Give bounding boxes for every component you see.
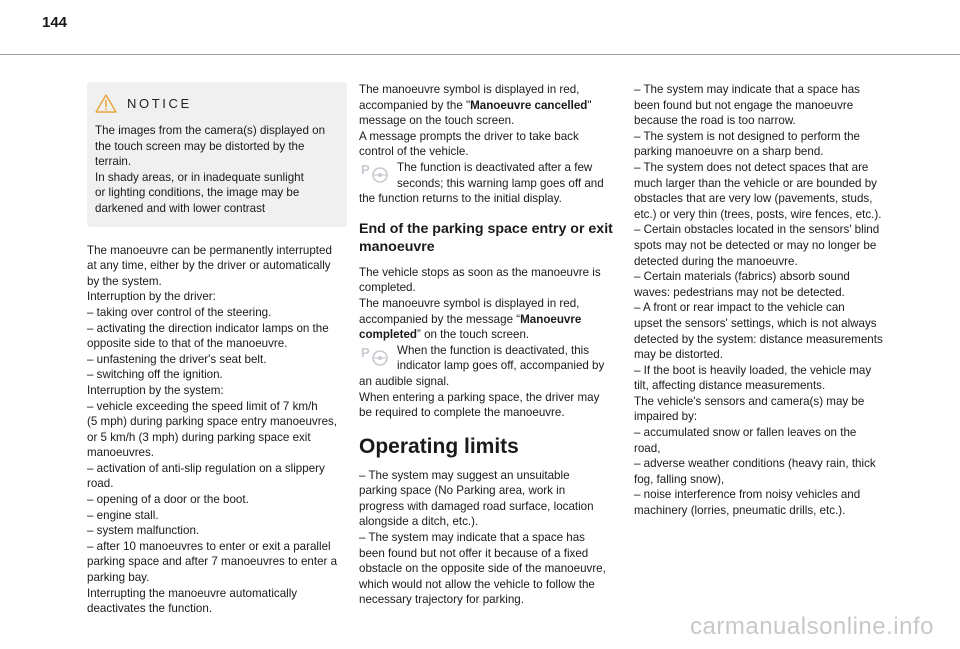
text-line: – system malfunction. (87, 524, 200, 538)
text-line: machinery (lorries, pneumatic drills, etc.). (634, 504, 846, 518)
text-line: an audible signal. (359, 374, 450, 388)
text-line: – The system may indicate that a space has (359, 531, 585, 545)
column-3 (634, 82, 894, 519)
text-line: much larger than the vehicle or are bounded by (634, 176, 877, 190)
text-line: or 5 km/h (3 mph) during parking space exit (87, 430, 311, 444)
text-line: spots may not be detected or may no longer be (634, 238, 877, 252)
text-line: The vehicle stops as soon as the manoeuvre is (359, 265, 601, 279)
text-line: A message prompts the driver to take back (359, 129, 579, 143)
text-line: – A front or rear impact to the vehicle can (634, 301, 845, 315)
text-line: – unfastening the driver's seat belt. (87, 352, 267, 366)
text-line: The manoeuvre symbol is displayed in red, (359, 296, 580, 310)
text-line: deactivates the function. (87, 602, 213, 616)
notice-box (87, 82, 347, 227)
text-line: – accumulated snow or fallen leaves on the (634, 426, 857, 440)
text-line: The function is deactivated after a few (397, 160, 593, 174)
end-paragraph (359, 265, 617, 343)
column-1 (87, 82, 347, 617)
text-line (359, 312, 617, 328)
text-line: When the function is deactivated, this (397, 343, 590, 357)
text-line: indicator lamp goes off, accompanied by (397, 359, 605, 373)
text-line: – Certain materials (fabrics) absorb sound (634, 270, 850, 284)
notice-title: NOTICE (127, 95, 192, 111)
text-line: impaired by: (634, 410, 698, 424)
text-line: manoeuvres. (87, 446, 155, 460)
text-run: ” on the touch screen. (416, 328, 530, 342)
text-line: detected during the manoeuvre. (634, 254, 798, 268)
warning-lamp-paragraph (359, 160, 617, 207)
text-line: tilt, affecting distance measurements. (634, 379, 826, 393)
notice-header (95, 94, 335, 113)
limits-paragraph (359, 468, 617, 608)
text-line: – The system may suggest an unsuitable (359, 468, 570, 482)
text-line: parking space and after 7 manoeuvres to enter a (87, 555, 338, 569)
text-line: by the system. (87, 274, 162, 288)
text-line: at any time, either by the driver or automatically (87, 259, 331, 273)
watermark[interactable]: carmanualsonline.info (690, 613, 934, 640)
text-line: parking bay. (87, 571, 150, 585)
text-line: seconds; this warning lamp goes off and (397, 176, 604, 190)
text-line: the function returns to the initial display. (359, 192, 562, 206)
notice-line: or lighting conditions, the image may be (95, 186, 300, 200)
text-run: accompanied by the " (359, 98, 471, 112)
text-line: parking manoeuvre on a sharp bend. (634, 145, 824, 159)
text-line: – activating the direction indicator lamps on the (87, 321, 329, 335)
text-run: accompanied by the message “ (359, 312, 521, 326)
text-line: obstacle on the opposite side of the manoeuvre, (359, 562, 606, 576)
text-line: – The system may indicate that a space has (634, 83, 860, 96)
notice-text (95, 123, 335, 217)
text-line: – after 10 manoeuvres to enter or exit a parallel (87, 539, 331, 553)
header-rule (0, 54, 960, 55)
interruption-text (87, 243, 347, 617)
text-line: road. (87, 477, 114, 491)
text-line: necessary trajectory for parking. (359, 593, 524, 607)
text-line: – vehicle exceeding the speed limit of 7 km/h (87, 399, 318, 413)
text-run: " (587, 98, 592, 112)
text-line: which would not allow the vehicle to follow the (359, 577, 595, 591)
text-line: The vehicle's sensors and camera(s) may be (634, 394, 865, 408)
text-line: Interruption by the driver: (87, 290, 216, 304)
column-2 (359, 82, 617, 608)
text-line: because the road is too narrow. (634, 114, 796, 128)
text-line: may be distorted. (634, 348, 723, 362)
text-line: – switching off the ignition. (87, 368, 223, 382)
notice-line: The images from the camera(s) displayed on (95, 124, 326, 137)
text-line: control of the vehicle. (359, 145, 469, 159)
text-line: – adverse weather conditions (heavy rain, thick (634, 457, 876, 471)
cancel-paragraph (359, 82, 617, 160)
text-line: obstacles that are very low (pavements, studs, (634, 192, 873, 206)
notice-line: terrain. (95, 155, 132, 169)
text-line: be required to complete the manoeuvre. (359, 406, 565, 420)
notice-line: In shady areas, or in inadequate sunlight (95, 170, 304, 184)
svg-text:P: P (361, 161, 370, 177)
text-line: The manoeuvre can be permanently interrupted (87, 243, 332, 257)
indicator-lamp-paragraph (359, 343, 617, 421)
text-line: message on the touch screen. (359, 114, 515, 128)
text-line (359, 327, 617, 343)
text-line: road, (634, 441, 661, 455)
manoeuvre-completed-message: Manoeuvre (520, 312, 582, 326)
operating-limits-heading: Operating limits (359, 434, 519, 458)
text-line: – activation of anti-slip regulation on a slippery (87, 461, 325, 475)
page-number: 144 (42, 14, 68, 31)
text-line: alongside a ditch, etc.). (359, 515, 479, 529)
warning-triangle-icon (95, 94, 117, 113)
text-line: – taking over control of the steering. (87, 305, 272, 319)
notice-line: the touch screen may be distorted by the (95, 139, 305, 153)
text-line: Interruption by the system: (87, 383, 224, 397)
text-line: The manoeuvre symbol is displayed in red, (359, 83, 580, 96)
text-line (359, 98, 617, 114)
text-line: been found but not offer it because of a fixed (359, 546, 589, 560)
manoeuvre-cancelled-message: Manoeuvre cancelled (470, 98, 588, 112)
park-assist-lamp-icon (359, 160, 391, 184)
text-line: – The system is not designed to perform the (634, 129, 860, 143)
text-line: parking space (No Parking area, work in (359, 484, 566, 498)
text-line: detected by the system: distance measurements (634, 332, 883, 346)
text-line: waves: pedestrians may not be detected. (634, 285, 845, 299)
text-line: (5 mph) during parking space entry manoeuvres, (87, 415, 338, 429)
text-line: opposite side to that of the manoeuvre. (87, 337, 288, 351)
text-line: Interrupting the manoeuvre automatically (87, 586, 298, 600)
park-assist-lamp-icon (359, 343, 391, 367)
text-line: etc.) or very thin (trees, posts, wire fences, etc.). (634, 207, 882, 221)
text-line: – noise interference from noisy vehicles and (634, 488, 861, 502)
text-line: – opening of a door or the boot. (87, 493, 249, 507)
text-line: fog, falling snow), (634, 472, 725, 486)
text-line: upset the sensors' settings, which is not always (634, 316, 877, 330)
svg-text:P: P (361, 344, 370, 360)
text-line: progress with damaged road surface, location (359, 499, 594, 513)
text-line: been found but not engage the manoeuvre (634, 98, 854, 112)
text-line: – The system does not detect spaces that are (634, 160, 869, 174)
text-line: – engine stall. (87, 508, 159, 522)
text-line: – Certain obstacles located in the sensors' blind (634, 223, 880, 237)
section-heading: End of the parking space entry or exit manoeuvre (359, 220, 613, 255)
text-line: – If the boot is heavily loaded, the vehicle may (634, 363, 872, 377)
text-line: When entering a parking space, the driver may (359, 390, 600, 404)
text-line: completed. (359, 281, 416, 295)
manoeuvre-completed-message-cont: completed (359, 328, 417, 342)
notice-line: darkened and with lower contrast (95, 201, 266, 215)
